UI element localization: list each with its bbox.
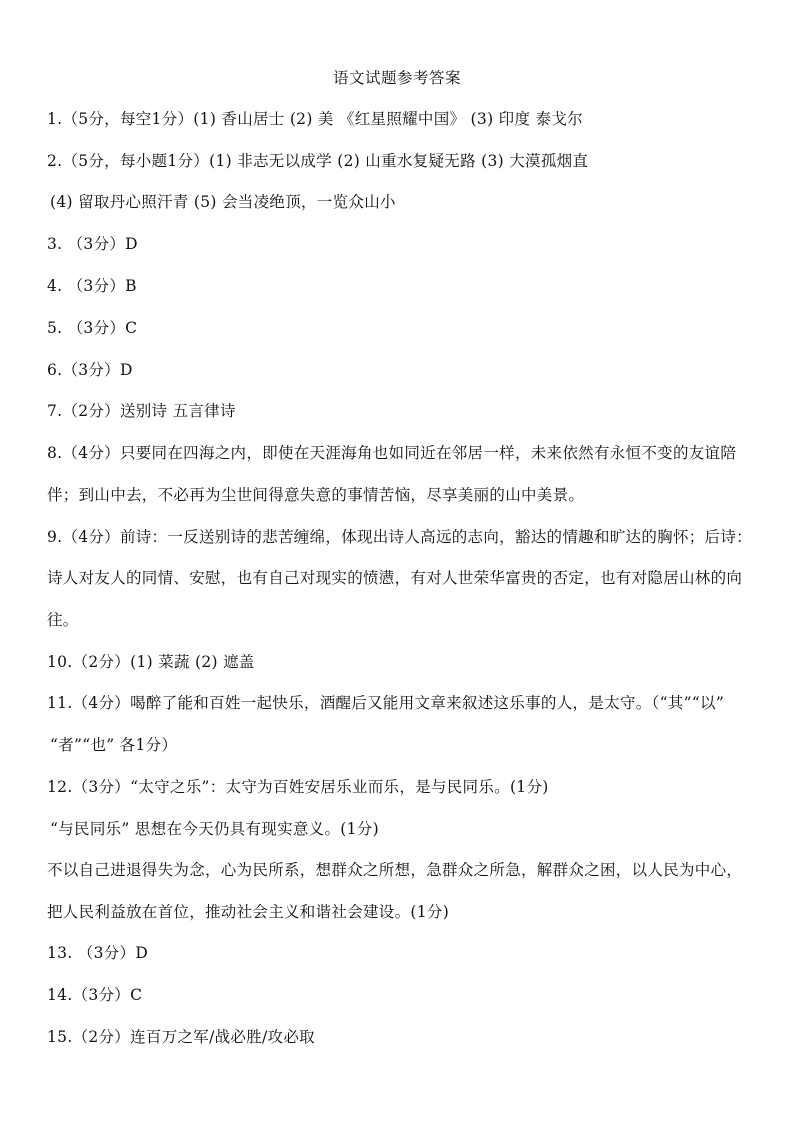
answer-15-line: 15.（2分）连百万之军/战必胜/攻必取 [47,1028,315,1046]
answer-12-detail-line: 不以自己进退得失为念，心为民所系，想群众之所想，急群众之所急，解群众之困，以人民为中心， [47,861,743,879]
answer-9-line: 9.（4分）前诗：一反送别诗的悲苦缠绵，体现出诗人高远的志向，豁达的情趣和旷达的胸怀；后诗： [47,528,752,546]
answer-1-line: 1.（5分，每空1分）(1) 香山居士 (2) 美 《红星照耀中国》 (3) 印度 泰戈尔 [47,110,583,128]
answer-7-line: 7.（2分）送别诗 五言律诗 [47,402,236,420]
answer-8-line: 8.（4分）只要同在四海之内，即使在天涯海角也如同近在邻居一样，未来依然有永恒不变的友谊陪 [47,444,737,462]
answer-11-line: 11.（4分）喝醉了能和百姓一起快乐，酒醒后又能用文章来叙述这乐事的人，是太守。（“其”“以” [47,694,725,712]
answer-12-detail-continued-line: 把人民利益放在首位，推动社会主义和谐社会建设。(1分) [47,903,450,921]
answer-3-line: 3. （3分）D [47,235,138,253]
answer-9-continued-line: 诗人对友人的同情、安慰，也有自己对现实的愤懑，有对人世荣华富贵的否定，也有对隐居山林的向 [47,569,743,587]
answer-11-continued-line: “者”“也” 各1分） [50,736,178,754]
answer-4-line: 4. （3分）B [47,277,137,295]
answer-12-point-line: “与民同乐” 思想在今天仍具有现实意义。(1分) [50,820,379,838]
answer-10-line: 10.（2分）(1) 菜蔬 (2) 遮盖 [47,653,255,671]
answer-2-line: 2.（5分，每小题1分）(1) 非志无以成学 (2) 山重水复疑无路 (3) 大漠孤烟直 [47,152,589,170]
answer-13-line: 13. （3分）D [47,944,149,962]
answer-8-continued-line: 伴；到山中去，不必再为尘世间得意失意的事情苦恼，尽享美丽的山中美景。 [47,486,585,504]
answer-5-line: 5. （3分）C [47,319,138,337]
answer-9-end-line: 往。 [47,611,79,629]
answer-6-line: 6.（3分）D [47,361,133,379]
answer-12-line: 12.（3分）“太守之乐”：太守为百姓安居乐业而乐，是与民同乐。(1分) [47,778,549,796]
page-title: 语文试题参考答案 [332,69,461,87]
answer-2-continued-line: (4) 留取丹心照汗青 (5) 会当凌绝顶，一览众山小 [50,193,396,211]
answer-14-line: 14.（3分）C [47,986,143,1004]
